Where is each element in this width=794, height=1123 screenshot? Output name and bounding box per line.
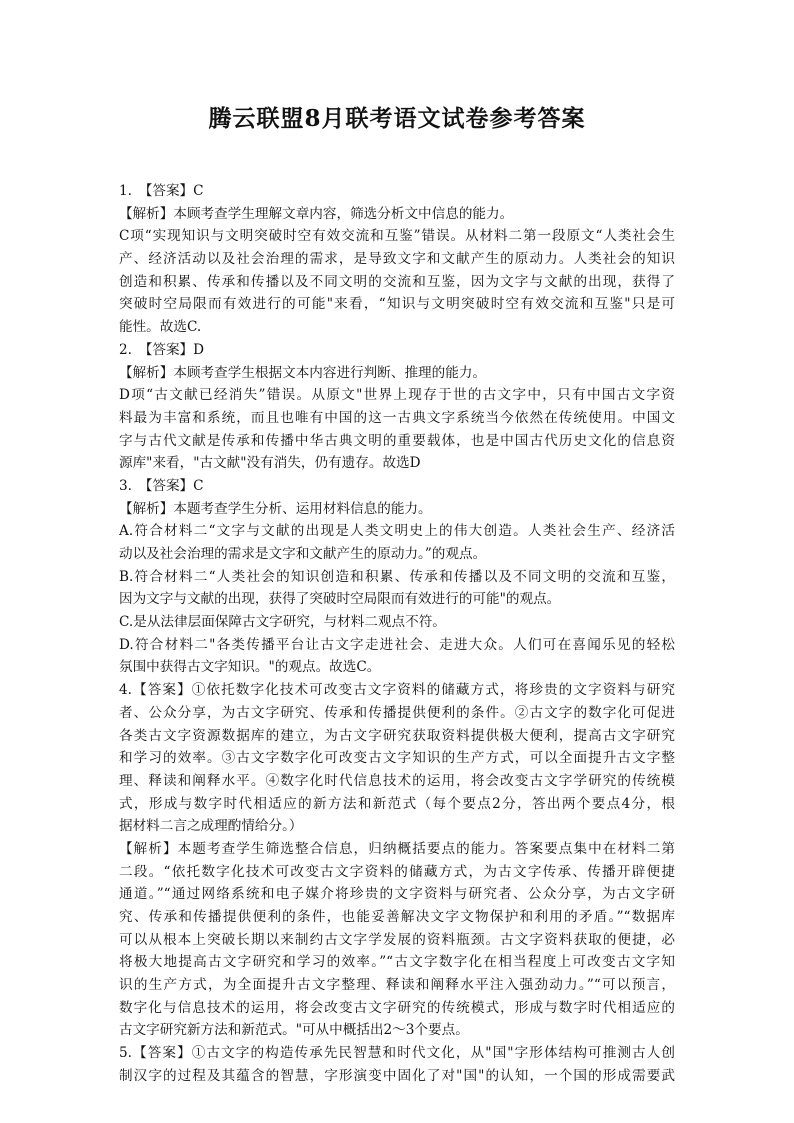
text-line: A.符合材料二“文字与文献的出现是人类文明史上的伟大创造。人类社会生产、经济活 [119, 523, 675, 540]
text-line: 和学习的效率。③古文字数字化可改变古文字知识的生产方式，可以全面提升古文字整 [119, 750, 675, 767]
text-line: 可以从根本上突破长期以来制约古文字学发展的资料瓶颈。古文字资料获取的便捷，必 [119, 931, 675, 948]
text-line: C项“实现知识与文明突破时空有效交流和互鉴”错误。从材料二第一段原文“人类社会生 [119, 228, 675, 245]
text-line: 源库"来看，"古文献"没有消失，仍有遗存。故选D [119, 455, 421, 472]
answer-content [119, 180, 675, 1088]
text-line: 【解析】本顾考查学生理解文章内容，筛选分析文中信息的能力。 [119, 205, 514, 222]
text-line: 【解析】本题考查学生分析、运用材料信息的能力。 [119, 500, 432, 517]
text-line: 古文字研究新方法和新范式。"可从中概括出2～3个要点。 [119, 1022, 469, 1039]
text-line: 据材料二言之成理酌情给分。） [119, 818, 303, 835]
text-line: 产、经济活动以及社会治理的需求，是导致文字和文献产生的原动力。人类社会的知识 [119, 251, 675, 268]
text-line: 氛围中获得古文字知识。"的观点。故选C。 [119, 659, 381, 676]
text-line: 5.【答案】①古文字的构造传承先民智慧和时代文化，从"国"字形体结构可推测古人创 [119, 1045, 675, 1062]
text-line: 因为文字与文献的出现，获得了突破时空局限而有效进行的可能"的观点。 [119, 591, 561, 608]
text-line: 理、释读和阐释水平。④数字化时代信息技术的运用，将会改变古文字学研究的传统模 [119, 772, 675, 789]
text-line: D项“古文献已经消失”错误。从原文"世界上现存于世的古文字中，只有中国古文字资 [119, 387, 675, 404]
text-line: 【解析】本题考查学生筛选整合信息，归纳概括要点的能力。答案要点集中在材料二第 [119, 840, 675, 857]
text-line: 4.【答案】①依托数字化技术可改变古文字资料的储藏方式，将珍贵的文字资料与研究 [119, 682, 675, 699]
text-line: 2. 【答案】D [119, 341, 205, 358]
text-line: 将极大地提高古文字研究和学习的效率。”“古文字数字化在相当程度上可改变古文字知 [119, 954, 675, 971]
text-line: 制汉字的过程及其蕴含的智慧，字形演变中固化了对"国"的认知，一个国的形成需要武 [119, 1067, 675, 1084]
text-line: 创造和积累、传承和传播以及不同文明的交流和互鉴，因为文字与文献的出现，获得了 [119, 273, 675, 290]
text-line: 究、传承和传播提供便利的条件，也能妥善解决文字文物保护和利用的矛盾。”“数据库 [119, 909, 675, 925]
text-line: 字与古代文献是传承和传播中华古典文明的重要载体，也是中国古代历史文化的信息资 [119, 432, 675, 449]
text-line: 数字化与信息技术的运用，将会改变古文字研究的传统模式，形成与数字时代相适应的 [119, 999, 675, 1016]
text-line: 式，形成与数字时代相适应的新方法和新范式（每个要点2分，答出两个要点4分，根 [119, 795, 675, 812]
text-line: 突破时空局限而有效进行的可能"来看，“知识与文明突破时空有效交流和互鉴"只是可 [119, 296, 675, 313]
text-line: 1. 【答案】C [119, 183, 204, 199]
text-line: B.符合材料二“人类社会的知识创造和积累、传承和传播以及不同文明的交流和互鉴， [119, 568, 675, 585]
text-line: 动以及社会治理的需求是文字和文献产生的原动力。”的观点。 [119, 546, 487, 562]
text-line: D.符合材料二"各类传播平台让古文字走进社会、走进大众。人们可在喜闻乐见的轻松 [119, 636, 675, 653]
page-title: 腾云联盟8月联考语文试卷参考答案 [208, 105, 586, 132]
text-line: 二段。“依托数字化技术可改变古文字资料的储藏方式，为古文字传承、传播开辟便捷 [119, 863, 675, 880]
text-line: 能性。故选C. [119, 319, 202, 336]
text-line: C.是从法律层面保障古文字研究，与材料二观点不符。 [119, 614, 446, 631]
text-line: 者、公众分享，为古文字研究、传承和传播提供便利的条件。②古文字的数字化可促进 [119, 704, 675, 721]
text-line: 识的生产方式，为全面提升古文字整理、释读和阐释水平注入强劲动力。”“可以预言， [119, 977, 675, 994]
text-line: 料最为丰富和系统，而且也唯有中国的这一古典文字系统当今依然在传统使用。中国文 [119, 409, 675, 426]
text-line: 3. 【答案】C [119, 477, 204, 494]
text-line: 【解析】本顾考查学生根据文本内容进行判断、推理的能力。 [119, 364, 487, 381]
text-line: 通道。”“通过网络系统和电子媒介将珍贵的文字资料与研究者、公众分享，为古文字研 [119, 886, 675, 903]
text-line: 各类古文字资源数据库的建立，为古文字研究获取资料提供极大便利，提高古文字研究 [119, 727, 675, 744]
